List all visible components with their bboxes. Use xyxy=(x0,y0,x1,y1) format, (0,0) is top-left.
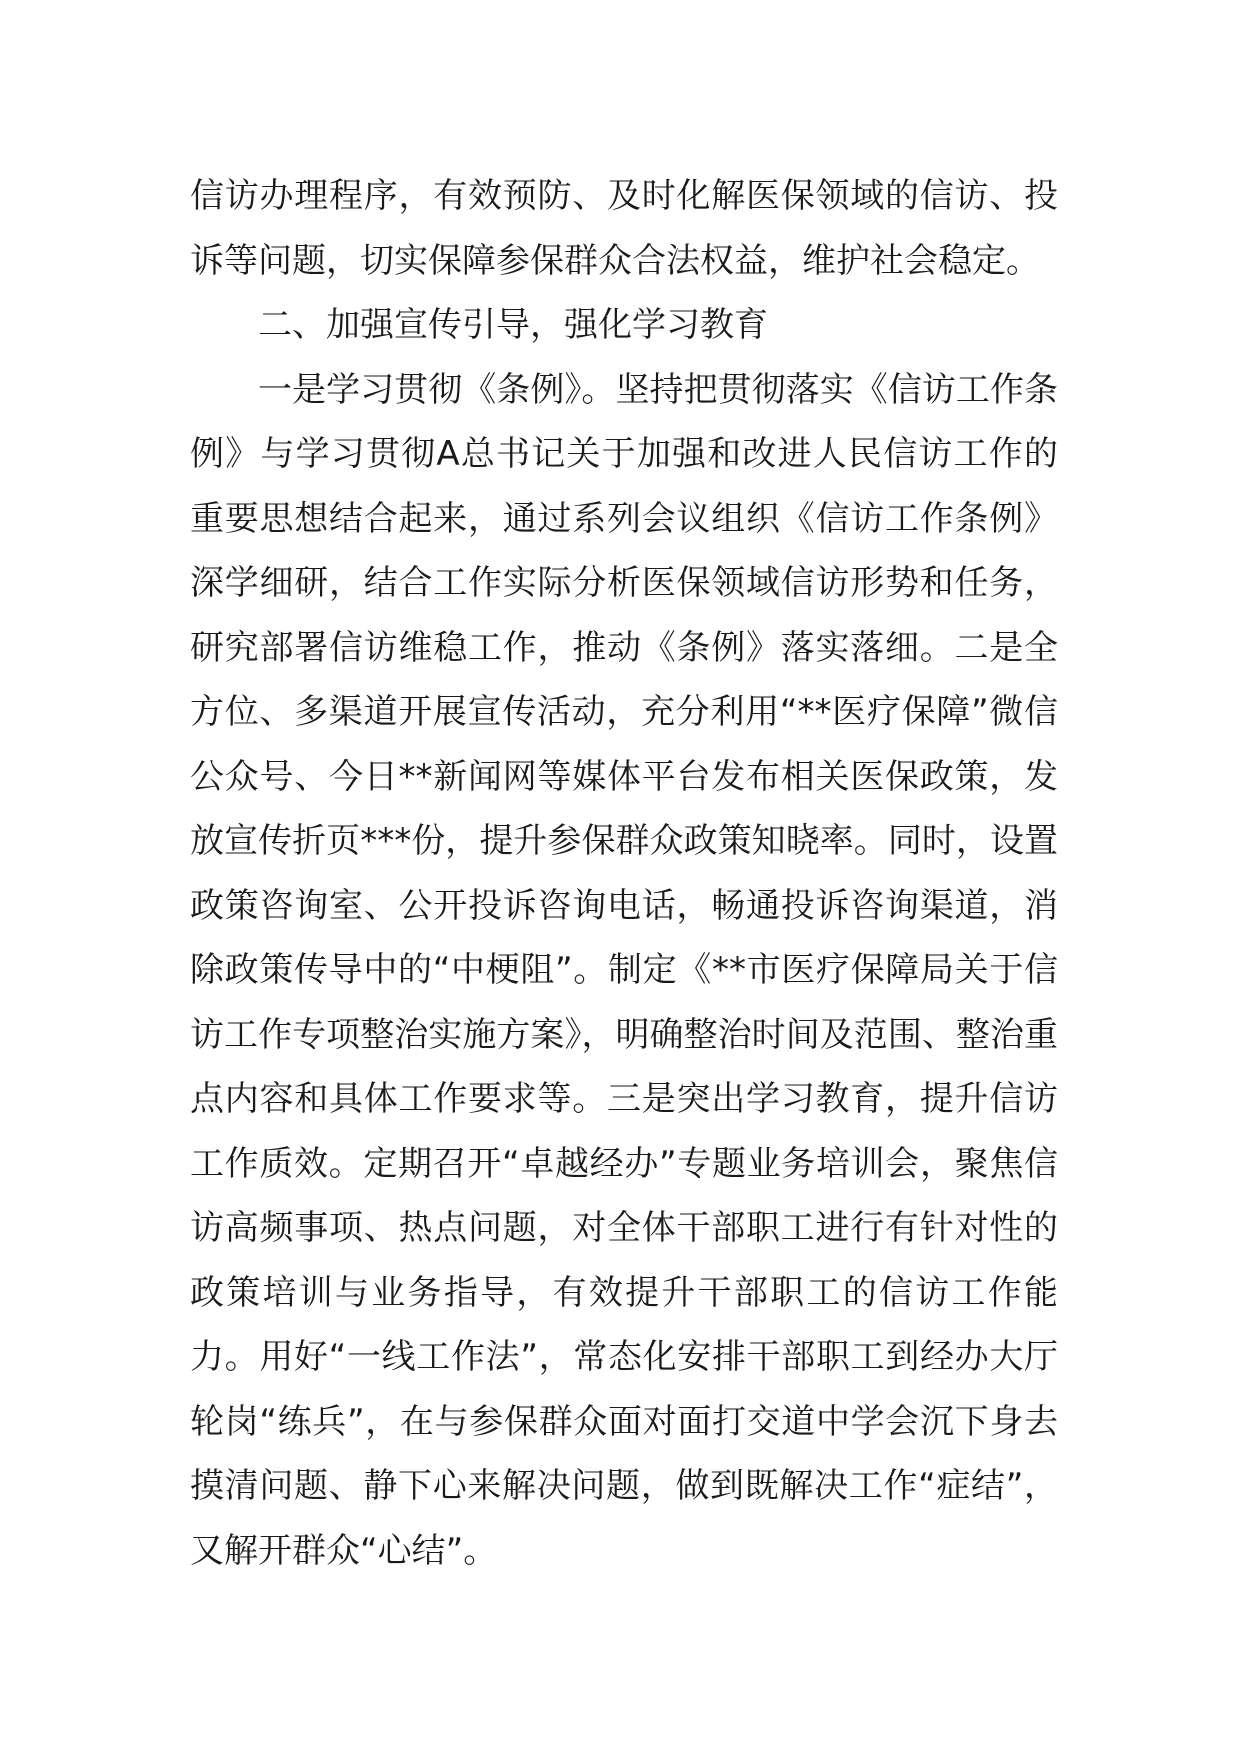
paragraph-continuation: 信访办理程序，有效预防、及时化解医保领域的信访、投诉等问题，切实保障参保群众合法权益，维护社会稳定。 xyxy=(190,176,1058,281)
document-body xyxy=(190,164,1058,1583)
section-heading: 二、加强宣传引导，强化学习教育 xyxy=(258,305,768,345)
paragraph-body: 一是学习贯彻《条例》。坚持把贯彻落实《信访工作条例》与学习贯彻A总书记关于加强和改进人民信访工作的重要思想结合起来，通过系列会议组织《信访工作条例》深学细研，结合工作实际分析医保领域信访形势和任务，研究部署信访维稳工作，推动《条例》落实落细。二是全方位、多渠道开展宣传活动，充分利用“**医疗保障”微信公众号、今日**新闻网等媒体平台发布相关医保政策，发放宣传折页***份，提升参保群众政策知晓率。同时，设置政策咨询室、公开投诉咨询电话，畅通投诉咨询渠道，消除政策传导中的“中梗阻”。制定《**市医疗保障局关于信访工作专项整治实施方案》，明确整治时间及范围、整治重点内容和具体工作要求等。三是突出学习教育，提升信访工作质效。定期召开“卓越经办”专题业务培训会，聚焦信访高频事项、热点问题，对全体干部职工进行有针对性的政策培训与业务指导，有效提升干部职工的信访工作能力。用好“一线工作法”，常态化安排干部职工到经办大厅轮岗“练兵”，在与参保群众面对面打交道中学会沉下身去摸清问题、静下心来解决问题，做到既解决工作“症结”，又解开群众“心结”。 xyxy=(190,369,1058,1571)
